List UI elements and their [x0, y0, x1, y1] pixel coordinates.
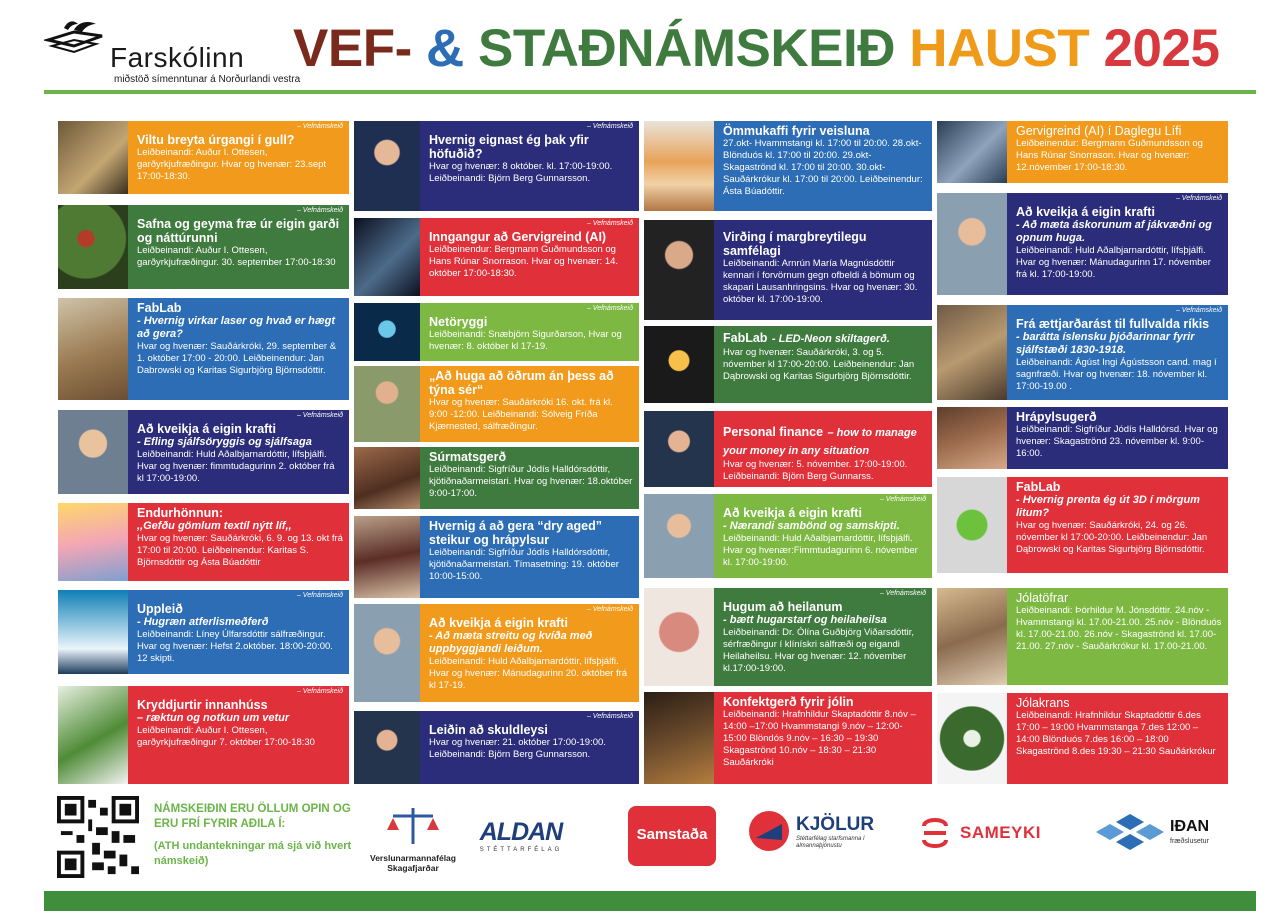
- course-details: Hvar og hvenær: 5. nóvember. 17:00-19:00. Leiðbeinandi: Björn Berg Gunnarss.: [723, 459, 908, 482]
- course-image: [937, 588, 1007, 685]
- online-tag: – Vefnámskeið: [586, 220, 633, 227]
- sponsor-name: SAMEYKI: [960, 823, 1041, 842]
- course-details: Leiðbeinendur: Bergmann Guðmundsson og Hans Rúnar Snorrason. Hvar og hvenær: 14. október 17:00-18:30.: [429, 244, 619, 279]
- sameyki-s-icon: [918, 816, 952, 850]
- course-details: Leiðbeinandi: Ágúst Ingi Ágústsson cand. mag í sagnfræði. Hvar og hvenær: 18. nóvember kl. 17:00-19.00 .: [1016, 357, 1217, 392]
- course-details: Hvar og hvenær: Sauðárkróki, 24. og 26. nóvember kl 17:00-20:00. Leiðbeinendur: Jan Dąbrowski og Karitas Sigurbjörg Björnsdóttir.: [1016, 520, 1208, 555]
- course-details: Leiðbeinendur: Bergmann Guðmundsson og Hans Rúnar Snorrason. Hvar og hvenær: 12.nóvember 17:00-18:30.: [1016, 138, 1203, 173]
- course-card[interactable]: [644, 411, 932, 487]
- online-tag: – Vefnámskeið: [296, 592, 343, 599]
- course-card[interactable]: [937, 588, 1228, 685]
- course-subtitle: - LED-Neon skiltagerð.: [771, 333, 890, 345]
- scales-icon: [383, 804, 443, 848]
- course-card[interactable]: [58, 590, 349, 674]
- course-card[interactable]: [354, 303, 639, 361]
- course-title: Að kveikja á eigin krafti: [137, 422, 276, 436]
- course-image: [937, 305, 1007, 400]
- course-card[interactable]: [937, 121, 1228, 183]
- course-details: Leiðbeinandi: Dr. Ólína Guðbjörg Viðarsdóttir, sérfræðingur í klínískri sálfræði og eigandi Heilaheilsu. Hvar og hvenær: 12. nóvember kl.17:00-19:00.: [723, 627, 914, 674]
- course-subtitle: - Hvernig virkar laser og hvað er hægt að gera?: [137, 315, 336, 340]
- online-tag: – Vefnámskeið: [1175, 307, 1222, 314]
- course-title: Að kveikja á eigin krafti: [723, 506, 862, 520]
- course-title: Ömmukaffi fyrir veisluna: [723, 124, 870, 138]
- course-card[interactable]: [644, 588, 932, 686]
- course-title: FabLab: [723, 331, 768, 345]
- course-image: [937, 407, 1007, 469]
- course-subtitle: - Að mæta áskorunum af jákvæðni og opnum huga.: [1016, 219, 1212, 244]
- course-title: Jólakrans: [1016, 696, 1070, 710]
- course-image: [644, 326, 714, 403]
- course-card[interactable]: [644, 220, 932, 320]
- course-card[interactable]: [937, 407, 1228, 469]
- course-card[interactable]: [354, 218, 639, 296]
- course-image: [58, 205, 128, 289]
- course-image: [354, 303, 420, 361]
- course-subtitle: – ræktun og notkun um vetur: [137, 712, 290, 724]
- course-image: [354, 121, 420, 211]
- course-image: [644, 588, 714, 686]
- course-card[interactable]: [937, 477, 1228, 573]
- online-tag: – Vefnámskeið: [586, 606, 633, 613]
- course-title: Hrápylsugerð: [1016, 410, 1097, 424]
- course-details: Leiðbeinandi: Hrafnhildur Skaptadóttir 6.des 17:00 – 19:00 Hvammstanga 7.des 12:00 – 14:00 Blönduós 7.des 16:00 – 18:00 Skagaströnd 8.des 19:30 – 21:30 Sauðárkrókur: [1016, 710, 1216, 757]
- title-part-and: &: [425, 19, 464, 78]
- idan-cubes-icon: [1096, 808, 1166, 856]
- online-tag: – Vefnámskeið: [879, 496, 926, 503]
- title-part-vef: VEF-: [293, 19, 412, 78]
- course-title: Kryddjurtir innanhúss: [137, 698, 268, 712]
- course-image: [58, 590, 128, 674]
- course-image: [644, 220, 714, 320]
- course-image: [354, 447, 420, 509]
- sponsor-aldan-logo: [476, 818, 566, 853]
- course-title: Að kveikja á eigin krafti: [429, 616, 568, 630]
- course-details: 27.okt- Hvammstangi kl. 17:00 til 20:00. 28.okt- Blönduós kl. 17:00 til 20:00. 29.okt- Skagaströnd kl. 17:00 til 20:00. 30.okt- Sauðárkrókur kl. 17:00 til 20:00. Leiðbeinendur: Ásta Búadóttir.: [723, 138, 923, 197]
- course-title: Jólatöfrar: [1016, 591, 1069, 605]
- course-image: [644, 494, 714, 578]
- course-image: [354, 711, 420, 784]
- online-tag: – Vefnámskeið: [296, 412, 343, 419]
- course-title: Hvernig á að gera “dry aged” steikur og hrápylsur: [429, 519, 602, 547]
- course-card[interactable]: [644, 692, 932, 784]
- online-tag: – Vefnámskeið: [586, 123, 633, 130]
- course-card[interactable]: [937, 693, 1228, 784]
- course-image: [58, 686, 128, 784]
- course-card[interactable]: [937, 193, 1228, 295]
- course-title: Hvernig eignast ég þak yfir höfuðið?: [429, 133, 589, 161]
- course-title: Frá ættjarðarást til fullvalda ríkis: [1016, 317, 1210, 331]
- online-tag: – Vefnámskeið: [296, 207, 343, 214]
- course-title: Inngangur að Gervigreind (AI): [429, 230, 607, 244]
- course-details: Hvar og hvenær: 21. október 17:00-19:00. Leiðbeinandi: Björn Berg Gunnarsson.: [429, 737, 606, 760]
- sponsor-vs-logo: [368, 804, 458, 884]
- course-image: [644, 692, 714, 784]
- course-details: Leiðbeinandi: Huld Aðalbjarnardóttir, lífsþjálfi. Hvar og hvenær: fimmtudagurinn 2. október frá kl 17:00-19:00.: [137, 449, 335, 484]
- course-card[interactable]: [58, 205, 349, 289]
- bottom-bar: [44, 891, 1256, 911]
- course-details: Leiðbeinandi: Snæbjörn Sigurðarson, Hvar og hvenær: 8. október kl 17-19.: [429, 329, 622, 352]
- course-details: Leiðbeinandi: Sigfríður Jódís Halldórsdóttir, kjötiðnaðarmeistari. Tímasetning: 19. október 10:00-15:00.: [429, 547, 619, 582]
- course-image: [354, 366, 420, 442]
- course-card[interactable]: [58, 121, 349, 194]
- course-card[interactable]: [58, 503, 349, 581]
- course-card[interactable]: [58, 410, 349, 494]
- course-card[interactable]: [354, 366, 639, 442]
- page-title: [293, 18, 1219, 79]
- online-tag: – Vefnámskeið: [296, 123, 343, 130]
- course-image: [58, 298, 128, 400]
- course-title: Endurhönnun:: [137, 506, 224, 520]
- qr-code-icon[interactable]: [57, 796, 139, 878]
- course-card[interactable]: [58, 298, 349, 400]
- course-details: Leiðbeinandi: Huld Aðalbjarnardóttir, lífsþjálfi. Hvar og hvenær: Mánudagurinn 20. október frá kl 17-19.: [429, 656, 628, 691]
- course-details: Hvar og hvenær: Sauðárkróki 16. okt. frá kl. 9:00 -12:00. Leiðbeinandi: Sólveig Fríða Kjærnested, sálfræðingur.: [429, 397, 613, 432]
- course-image: [937, 121, 1007, 183]
- sponsor-sub: Stéttarfélag starfsmanna í almannaþjónustu: [796, 836, 865, 849]
- course-card[interactable]: [644, 326, 932, 403]
- course-image: [644, 121, 714, 211]
- course-details: Hvar og hvenær: 8 október. kl. 17:00-19:00. Leiðbeinandi: Björn Berg Gunnarsson.: [429, 161, 613, 184]
- course-subtitle: – how to manage your money in any situation: [723, 427, 917, 457]
- online-tag: – Vefnámskeið: [586, 713, 633, 720]
- course-image: [58, 410, 128, 494]
- course-card[interactable]: [354, 121, 639, 211]
- sponsor-sub: STÉTTARFÉLAG: [479, 847, 563, 853]
- course-title: Virðing í margbreytilegu samfélagi: [723, 230, 867, 258]
- course-details: Hvar og hvenær: Sauðárkróki, 3. og 5. nóvember kl 17:00-20:00. Leiðbeinendur: Jan Dąbrowski og Karitas Sigurbjörg Björnsdóttir.: [723, 347, 915, 382]
- course-details: Leiðbeinandi: Auður I. Ottesen, garðyrkjufræðingur. 30. september 17:00-18:30: [137, 245, 336, 268]
- course-details: Hvar og hvenær: Sauðárkróki, 6. 9. og 13. okt frá 17:00 til 20:00. Leiðbeinendur: Karitas S. Björnsdóttir og Ásta Búadóttir: [137, 533, 343, 568]
- header: [0, 0, 1275, 92]
- online-tag: – Vefnámskeið: [296, 688, 343, 695]
- course-title: Netöryggi: [429, 315, 488, 329]
- book-bird-icon: [44, 18, 108, 62]
- logo-tagline: miðstöð símenntunar á Norðurlandi vestra: [114, 74, 301, 85]
- course-details: Leiðbeinandi: Auður I. Ottesen, garðyrkjufræðingur 7. október 17:00-18:30: [137, 725, 315, 748]
- course-subtitle: - Að mæta streitu og kvíða með uppbyggjandi leiðum.: [429, 630, 593, 655]
- open-text: NÁMSKEIÐIN ERU ÖLLUM OPIN OG ERU FRÍ FYRIR AÐILA Í:: [154, 803, 351, 830]
- course-subtitle: - Hvernig prenta ég út 3D í mörgum litum?: [1016, 494, 1200, 519]
- course-image: [937, 193, 1007, 295]
- course-image: [58, 121, 128, 194]
- course-card[interactable]: [354, 447, 639, 509]
- course-details: Hvar og hvenær: Sauðárkróki, 29. september & 1. október 17:00 - 20:00. Leiðbeinendur: Jan Dabrowski og Karitas Sigurbjörg Björnsdóttir.: [137, 341, 337, 376]
- course-image: [58, 503, 128, 581]
- course-details: Leiðbeinandi: Huld Aðalbjarnardóttir, lífsþjálfi. Hvar og hvenær:Fimmtudagurinn 6. nóvember kl. 17:00-19:00.: [723, 533, 918, 568]
- course-subtitle: - bætt hugarstarf og heilaheilsa: [723, 614, 887, 626]
- title-part-haust: HAUST: [909, 19, 1090, 78]
- course-subtitle: - Nærandi sambönd og samskipti.: [723, 520, 900, 532]
- course-title: Gervigreind (AI) í Daglegu Lífi: [1016, 124, 1182, 138]
- course-details: Leiðbeinandi: Þórhildur M. Jónsdóttir. 24.nóv - Hvammstangi kl. 17.00-21.00. 25.nóv - Blönduós kl. 17.00-21.00. 26.nóv - Skagaströnd kl. 17.00-21.00. 27.nóv - Sauðárkrókur kl. 17.00-21.00.: [1016, 605, 1222, 652]
- course-image: [937, 477, 1007, 573]
- sponsor-name: KJÖLUR: [796, 814, 875, 835]
- course-card[interactable]: [354, 604, 639, 702]
- course-title: Konfektgerð fyrir jólin: [723, 695, 854, 709]
- sponsor-name: Samstaða: [636, 826, 708, 843]
- course-card[interactable]: [937, 305, 1228, 400]
- kjolur-emblem-icon: [748, 810, 790, 852]
- course-details: Leiðbeinandi: Sigfríður Jódís Halldórsdóttir, kjötiðnaðarmeistari. Hvar og hvenær: 18.október 9:00-17:00.: [429, 464, 633, 499]
- course-details: Leiðbeinandi: Hrafnhildur Skaptadóttir 8.nóv – 14:00 –17:00 Hvammstangi 9.nóv – 12:00-15:00 Blöndós 9.nóv – 16:30 – 19:30 Skagaströnd 10.nóv – 18:30 – 21:30 Sauðárkróki: [723, 709, 916, 768]
- course-card[interactable]: [354, 516, 639, 598]
- course-title: Personal finance: [723, 425, 824, 439]
- sponsor-kjolur-logo: [748, 810, 888, 860]
- course-card[interactable]: [58, 686, 349, 784]
- course-title: Hugum að heilanum: [723, 600, 843, 614]
- course-title: Safna og geyma fræ úr eigin garði og náttúrunni: [137, 217, 340, 245]
- title-part-stadnamskeid: STAÐNÁMSKEIÐ: [477, 19, 896, 78]
- sponsor-samstada-logo: [628, 806, 716, 866]
- course-subtitle: - Hugræn atferlismeðferð: [137, 616, 269, 628]
- sponsor-sub: fræðslusetur: [1170, 838, 1209, 845]
- online-tag: – Vefnámskeið: [586, 305, 633, 312]
- sponsor-name: Verslunarmannafélag Skagafjarðar: [370, 853, 456, 873]
- course-details: Leiðbeinandi: Arnrún María Magnúsdóttir kennari í forvörnum gegn ofbeldi á bömum og skapari Lausanhringsins. Hvar og hvenær: 30. október kl. 17:00-19:00.: [723, 258, 918, 305]
- course-title: Uppleið: [137, 602, 183, 616]
- sponsor-name: ALDAN: [479, 818, 563, 846]
- course-card[interactable]: [644, 494, 932, 578]
- course-title: Leiðin að skuldleysi: [429, 723, 548, 737]
- logo-name: Farskólinn: [110, 42, 245, 73]
- course-title: Súrmatsgerð: [429, 450, 507, 464]
- course-card[interactable]: [354, 711, 639, 784]
- course-details: Leiðbeinandi: Huld Aðalbjarnardóttir, lífsþjálfi. Hvar og hvenær: Mánudagurinn 17. nóvember frá kl. 17:00-19:00.: [1016, 245, 1211, 280]
- course-subtitle: - Efling sjálfsöryggis og sjálfsaga: [137, 436, 312, 448]
- course-title: „Að huga að öðrum án þess að týna sér“: [429, 369, 614, 397]
- course-details: Leiðbeinandi: Sigfríður Jódís Halldórsd. Hvar og hvenær: Skagaströnd 23. nóvember kl. 9:00-16:00.: [1016, 424, 1218, 459]
- sponsor-name: IÐAN: [1170, 818, 1210, 835]
- course-details: Leiðbeinandi: Auður I. Ottesen, garðyrkjufræðingur. Hvar og hvenær: 23.sept 17:00-18:30.: [137, 147, 327, 182]
- course-title: FabLab: [1016, 480, 1061, 494]
- online-tag: – Vefnámskeið: [879, 590, 926, 597]
- course-title: Að kveikja á eigin krafti: [1016, 205, 1155, 219]
- course-image: [354, 604, 420, 702]
- course-image: [937, 693, 1007, 784]
- sponsor-sameyki-logo: [918, 816, 1048, 852]
- header-rule: [44, 90, 1256, 94]
- course-details: Leiðbeinandi: Líney Úlfarsdóttir sálfræðingur. Hvar og hvenær: Hefst 2.október. 18:00-20:00. 12 skipti.: [137, 629, 333, 664]
- course-image: [644, 411, 714, 487]
- course-card[interactable]: [644, 121, 932, 211]
- course-title: FabLab: [137, 301, 182, 315]
- title-part-year: 2025: [1103, 19, 1220, 78]
- course-image: [354, 516, 420, 598]
- course-image: [354, 218, 420, 296]
- exception-note: (ATH undantekningar má sjá við hvert námskeið): [154, 840, 352, 867]
- farskolinn-logo: [44, 18, 301, 88]
- sponsor-idan-logo: [1096, 808, 1236, 858]
- course-subtitle: ,,Gefðu gömlum textíl nýtt líf,,: [137, 520, 292, 532]
- online-tag: – Vefnámskeið: [1175, 195, 1222, 202]
- course-subtitle: - barátta íslensku þjóðarinnar fyrir sjálfstæði 1830-1918.: [1016, 331, 1195, 356]
- course-title: Viltu breyta úrgangi í gull?: [137, 133, 295, 147]
